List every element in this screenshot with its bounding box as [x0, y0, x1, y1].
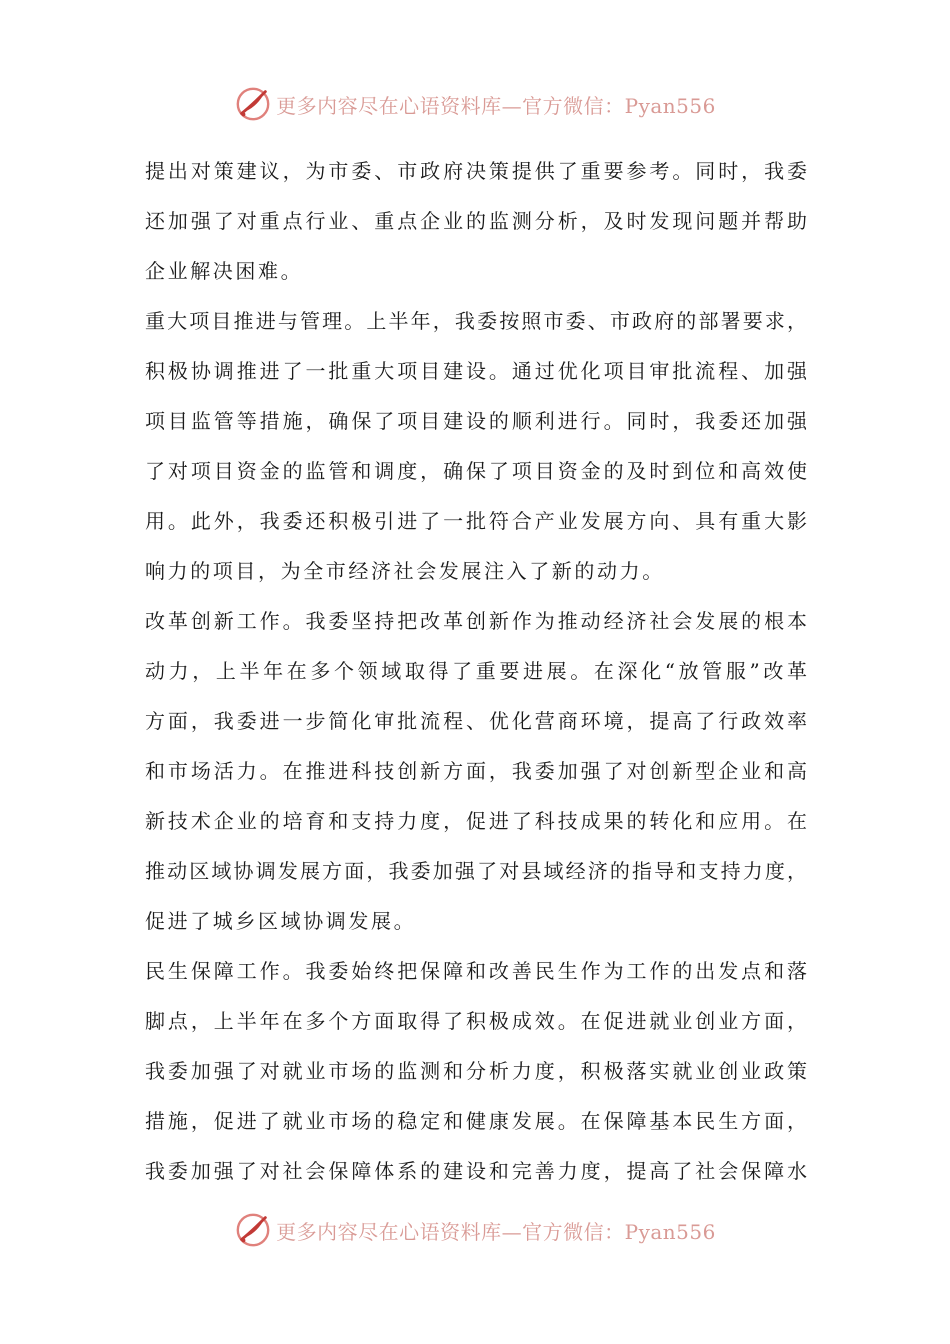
footer-banner-text: 更多内容尽在心语资料库—官方微信：Pyan556 [276, 1219, 716, 1244]
text-line: 和市场活力。在推进科技创新方面，我委加强了对创新型企业和高 [145, 759, 807, 783]
text-line: 措施，促进了就业市场的稳定和健康发展。在保障基本民生方面， [145, 1109, 807, 1133]
text-line: 民生保障工作。我委始终把保障和改善民生作为工作的出发点和落 [145, 959, 807, 983]
text-line: 用。此外，我委还积极引进了一批符合产业发展方向、具有重大影 [145, 509, 807, 533]
header-banner [0, 82, 950, 126]
text-line: 我委加强了对社会保障体系的建设和完善力度，提高了社会保障水 [145, 1159, 807, 1183]
footer-banner [0, 1208, 950, 1252]
text-line: 脚点，上半年在多个方面取得了积极成效。在促进就业创业方面， [145, 1009, 807, 1033]
document-body [145, 146, 807, 1196]
text-line: 还加强了对重点行业、重点企业的监测分析，及时发现问题并帮助 [145, 209, 807, 233]
text-line: 重大项目推进与管理。上半年，我委按照市委、市政府的部署要求， [145, 309, 807, 333]
header-banner-text: 更多内容尽在心语资料库—官方微信：Pyan556 [276, 93, 716, 118]
text-line: 项目监管等措施，确保了项目建设的顺利进行。同时，我委还加强 [145, 409, 807, 433]
text-line: 促进了城乡区域协调发展。 [145, 909, 417, 933]
text-line: 积极协调推进了一批重大项目建设。通过优化项目审批流程、加强 [145, 359, 807, 383]
text-line: 了对项目资金的监管和调度，确保了项目资金的及时到位和高效使 [145, 459, 807, 483]
text-line: 改革创新工作。我委坚持把改革创新作为推动经济社会发展的根本 [145, 609, 807, 633]
text-line: 企业解决困难。 [145, 259, 304, 283]
text-line: 提出对策建议，为市委、市政府决策提供了重要参考。同时，我委 [145, 159, 807, 183]
text-line: 方面，我委进一步简化审批流程、优化营商环境，提高了行政效率 [145, 709, 807, 733]
text-line: 推动区域协调发展方面，我委加强了对县域经济的指导和支持力度， [145, 859, 807, 883]
quill-logo-icon [234, 85, 272, 123]
text-line: 我委加强了对就业市场的监测和分析力度，积极落实就业创业政策 [145, 1059, 807, 1083]
text-line: 动力，上半年在多个领域取得了重要进展。在深化“放管服”改革 [145, 659, 807, 683]
text-line: 新技术企业的培育和支持力度，促进了科技成果的转化和应用。在 [145, 809, 807, 833]
quill-logo-icon [234, 1211, 272, 1249]
text-line: 响力的项目，为全市经济社会发展注入了新的动力。 [145, 559, 665, 583]
